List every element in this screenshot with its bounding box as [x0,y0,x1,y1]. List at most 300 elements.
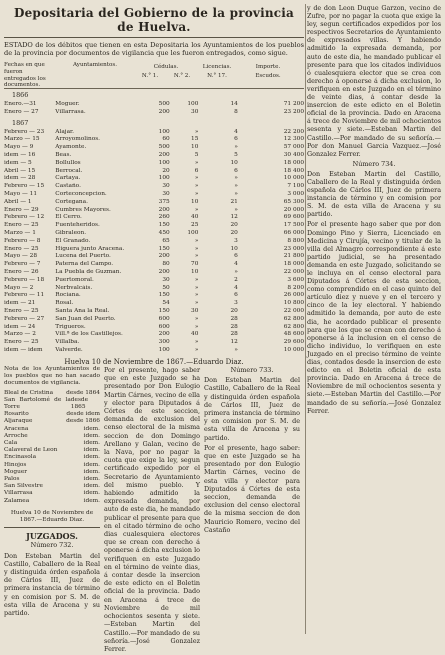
cell-n2: » [194,292,199,299]
cell-ayuntamiento: Cartaya. [55,175,81,182]
cell-n2: » [194,159,199,166]
cell-ayuntamiento: Arroyomolinos. [55,136,101,143]
cell-n1: 100 [158,159,170,166]
cell-date: Abril — 15 [4,167,36,174]
cell-ayuntamiento: Fuenteheridos. [55,222,100,229]
header-ayuntamientos: Ayuntamientos. [72,62,118,68]
note-item-name: San Silvestre [4,483,43,490]
cell-n2: » [194,284,199,291]
cell-n1: 600 [158,323,170,330]
table-row [4,238,304,246]
cell-n2: 5 [194,151,199,158]
cell-n1: 200 [158,151,170,158]
table-body-2 [4,129,304,355]
cell-n1: 200 [158,108,170,115]
cell-ayuntamiento: Ayamonte. [55,144,87,151]
table-row [4,277,304,285]
table-row [4,285,304,293]
cell-n1: 450 [158,229,170,236]
cell-importe: 21 800 [283,253,304,260]
right-text2: Don Esteban Martin del Castillo, Caballero de la Real y distinguida órden española de Cárlos III, Juez de primera instancia de término y en comision por S. M. de esta villa de Aracena y su partido. [307,169,441,219]
header-date: Fechas en que fueron entregados los documentos. [4,62,46,89]
cell-n17: » [234,175,238,182]
cell-n2: » [194,128,199,135]
table-signature: Huelva 10 de Noviembre de 1867.—Eduardo Diaz. [64,357,244,366]
cell-n1: 200 [158,268,170,275]
cell-n1: 30 [162,190,170,197]
cell-date: Mayo — 9 [4,144,34,151]
cell-n1: 150 [158,292,170,299]
list-item [4,397,100,411]
cell-date: Enero — 27 [4,108,39,115]
cell-importe: 71 200 [283,101,304,107]
cell-n1: 100 [158,175,170,182]
cell-n17: » [234,346,238,353]
cell-n2: » [194,245,199,252]
cell-ayuntamiento: Rociana. [55,292,81,299]
cell-importe: 10 800 [283,300,304,307]
juzgados-text3: Don Esteban Martin del Castillo, Caballero de la Real y distinguida órden española de Cárlos III, Juez de primera instancia de término y en comision por S. M. de esta villa de Aracena y su partido. [204,376,300,442]
note-item-name: Calaveral de Leon [4,447,58,454]
header-cedulas [134,60,198,88]
header-licencias-label: Licencias. [202,64,232,70]
cell-n2: » [194,346,199,353]
note-item-name: Hinojos [4,461,27,468]
cell-ayuntamiento: El Cerro. [55,214,82,221]
cell-n17: 12 [230,339,238,346]
cell-n1: 500 [158,101,170,107]
cell-importe: 62 800 [283,323,304,330]
cell-importe: 66 000 [283,229,304,236]
right-numero: Número 734. [352,159,396,168]
cell-importe: 10 000 [283,175,304,182]
cell-n17: 10 [230,245,238,252]
cell-ayuntamiento: Valverde. [55,346,83,353]
year-label-1: 1866 [12,91,29,99]
intro-text: ESTADO de los débitos que tienen en esta Depositaria los Ayuntamientos de los pueblos de la provincia por documentos de vigilancia que les fueron entregados, como sigue. [4,41,304,57]
cell-n2: 30 [191,108,199,115]
cell-n1: 50 [162,284,170,291]
cell-n17: 5 [234,151,238,158]
note-item-name: Aljaraque [4,418,33,425]
cell-n17: 2 [234,276,238,283]
cell-importe: 17 500 [283,222,304,229]
list-item [4,390,100,397]
note-item-detail: idem. [83,483,100,490]
cell-n1: 150 [158,245,170,252]
list-item [4,447,100,454]
note-item-detail: idem. [83,447,100,454]
cell-n17: 14 [230,101,238,107]
cell-n1: 200 [158,253,170,260]
note-item-detail: idem. [83,476,100,483]
header-n1: N.° 1. [141,72,159,79]
table-row [4,222,304,230]
note-item-name: Palos [4,476,20,483]
year-label-2: 1867 [12,118,29,127]
juzgados-heading: JUZGADOS. [26,531,78,542]
cell-ayuntamiento: Alajar. [55,128,75,135]
cell-ayuntamiento: Lucena del Puerto. [55,253,111,260]
cell-n1: 20 [162,167,170,174]
cell-n2: 15 [191,136,199,143]
cell-n2: » [194,253,199,260]
cell-n2: » [194,339,199,346]
table-row [4,101,304,109]
cell-date: Enero — 25 [4,307,39,314]
lower-columns [4,366,304,655]
cell-importe: 7 100 [287,183,304,190]
cell-date: idem — idem [4,346,43,353]
cell-ayuntamiento: Puertomoral. [55,276,94,283]
table-row [4,230,304,238]
list-item [4,476,100,483]
cell-n1: 80 [162,261,170,268]
list-item [4,426,100,433]
cell-n17: 12 [230,214,238,221]
cell-ayuntamiento: Nerbvalcáis. [55,284,93,291]
cell-n1: 200 [158,331,170,338]
cell-importe: 3 600 [287,276,304,283]
note-item-name: Arroche [4,432,28,439]
cell-date: Mayo — 11 [4,190,38,197]
cell-ayuntamiento: Cortegana. [55,198,88,205]
cell-n1: 150 [158,222,170,229]
cell-n1: 60 [162,136,170,143]
table-row [4,144,304,152]
note-item-name: San Bartolomé de la Torre [4,396,71,411]
cell-ayuntamiento: Cumbres Mayores. [55,206,111,213]
cell-n2: » [194,315,199,322]
cell-n2: » [194,206,199,213]
table-row [4,183,304,191]
table-row [4,292,304,300]
cell-n2: 10 [191,198,199,205]
cell-importe: 12 300 [283,136,304,143]
list-item [4,418,100,425]
cell-importe: 18 000 [283,261,304,268]
table-row [4,191,304,199]
note-item-detail: idem. [83,468,100,475]
cell-n2: » [194,323,199,330]
cell-n2: 30 [191,307,199,314]
note-item-name: Rosarito [4,411,29,418]
cell-n17: 28 [230,315,238,322]
cell-ayuntamiento: Berrocal. [55,167,83,174]
cell-date: Marzo — 1 [4,229,36,236]
column-rule [305,4,306,634]
cell-n1: 54 [162,300,170,307]
table-row [4,316,304,324]
cell-importe: 30 400 [283,151,304,158]
cell-importe: 10 000 [283,346,304,353]
cell-date: Febrero — 8 [4,237,41,244]
header-licencias [198,60,236,88]
cell-date: Febrero — 23 [4,128,45,135]
cell-n17: » [234,190,238,197]
note-item-detail: desde 1864 [66,389,100,396]
table-row [4,199,304,207]
cell-ayuntamiento: Gibraleon. [55,229,87,236]
cell-ayuntamiento: Paterna del Campo. [55,261,114,268]
juzgados-text2: Por el presente, hago saber que en este Juzgado se ha presentado por Don Eulogio Martin Cárnes, vecino de ella y elector para Diputados á Córtes de este seccion, demanda de exclusion del censo electoral de la misma seccion de don Domingo Arellano y Galan, vecino de la Nava, por no pagar la cuota que exige la ley, segun certificado expedido por el Secretario de Ayuntamiento del mismo pueblo. Y habiendo admitido la expresada demanda, por auto de este dia, he mandado publicar el presente para que en el citado término de ocho dias cualesquiera electores que se crean con derecho á oponerse á dicha exclusion lo verifiquen en este Juzgado en el término de veinte dias, á contar desde la insercion de este edicto en el Boletin oficial de la provincia. Dado en Aracena á trece de Noviembre de mil ochocientos sesenta y siete.—Esteban Martin del Castillo.—Por mandado de su señoría.—José Gonzalez Ferrer. [104,366,200,653]
note-item-detail: desde idem [66,411,100,418]
cell-n2: 100 [187,229,199,236]
cell-n2: » [194,276,199,283]
cell-n17: 6 [234,292,238,299]
note-item-detail: idem. [83,432,100,439]
cell-n17: 4 [234,261,238,268]
cell-ayuntamiento: El Granado. [55,237,91,244]
third-column [204,366,304,655]
cell-n17: 4 [234,128,238,135]
note-rule [4,527,100,528]
cell-importe: 22 200 [283,128,304,135]
cell-ayuntamiento: Corteconcepcion. [55,190,107,197]
cell-importe: 23 200 [283,108,304,115]
cell-ayuntamiento: Higuera junto Aracena. [55,245,125,252]
note-item-name: Moguer [4,468,28,475]
note-item-name: Villarrasa [4,490,33,497]
table-row [4,214,304,222]
cell-importe: 57 000 [283,144,304,151]
cell-n17: 28 [230,323,238,330]
note-item-name: Bleal de Cristina [4,389,54,396]
note-item-detail: idem. [83,461,100,468]
cell-importe: 8 200 [287,284,304,291]
cell-ayuntamiento: Beas. [55,151,72,158]
cell-n1: 100 [158,346,170,353]
cell-importe: 65 300 [283,198,304,205]
left-section [4,6,304,369]
table-row [4,152,304,160]
cell-n2: 40 [191,331,199,338]
table-row [4,246,304,254]
note-item-detail: idem. [83,454,100,461]
cell-n17: 4 [234,284,238,291]
cell-n2: 100 [187,101,199,107]
page-title: Depositaria del Gobierno de la provincia de Huelva. [13,6,295,34]
cell-importe: 18 400 [283,167,304,174]
cell-n17: 6 [234,136,238,143]
cell-n2: » [194,190,199,197]
cell-date: Marzo — 2 [4,331,36,338]
cell-n2: » [194,237,199,244]
juzgados-text1: Don Esteban Martin del Castillo, Caballero de la Real y distinguida órden española de Cárlos III, Juez de primera instancia de término y en comision por S. M. de esta villa de Aracena y su partido. [4,551,100,618]
note-list [4,390,100,505]
cell-date: Mayo — 2 [4,284,34,291]
cell-n17: 8 [234,108,238,115]
note-text: Nota de los Ayuntamientos de los pueblos que no han sacado documentos de vigilancia. [4,366,100,387]
cell-date: Febrero — 18 [4,276,45,283]
note-item-name: Encinasola [4,454,37,461]
cell-ayuntamiento: Rosal. [55,300,74,307]
note-item-detail: idem. [83,497,100,504]
table-row [4,129,304,137]
cell-n17: » [234,183,238,190]
note-item-name: Aracena [4,425,29,432]
cell-date: Enero — 29 [4,206,39,213]
table-row [4,347,304,355]
cell-date: idem — 16 [4,151,36,158]
cell-n2: » [194,300,199,307]
cell-ayuntamiento: Bollullos [55,159,81,166]
cell-importe: 69 600 [283,214,304,221]
cell-n2: 25 [191,222,199,229]
header-importe [236,60,300,88]
cell-ayuntamiento: La Puebla de Guzman. [55,268,122,275]
cell-importe: 48 600 [283,331,304,338]
table-row [4,261,304,269]
note-signature: Huelva 10 de Noviembre de 1867.—Eduardo Diaz. [10,509,94,524]
cell-n2: » [194,175,199,182]
cell-n1: 375 [158,198,170,205]
cell-date: Febrero — 15 [4,183,45,190]
list-item [4,462,100,469]
cell-date: idem — 5 [4,159,32,166]
cell-importe: 22 000 [283,307,304,314]
cell-n1: 600 [158,315,170,322]
cell-ayuntamiento: Vill.ª de los Castillejos. [55,331,123,338]
list-item [4,440,100,447]
cell-date: Enero — 25 [4,339,39,346]
table-row [4,168,304,176]
list-item [4,411,100,418]
list-item [4,483,100,490]
debts-table [4,60,304,367]
table-row [4,300,304,308]
cell-n2: 40 [191,214,199,221]
table-row [4,136,304,144]
cell-n17: 20 [230,229,238,236]
cell-n1: 150 [158,307,170,314]
cell-n17: » [234,206,238,213]
cell-date: Enero.—31 [4,101,37,107]
cell-importe: 23 000 [283,245,304,252]
cell-n17: » [234,268,238,275]
cell-importe: 3 000 [287,190,304,197]
cell-n17: 10 [230,159,238,166]
cell-importe: 26 000 [283,292,304,299]
cell-n2: 70 [191,261,199,268]
cell-date: Enero — 25 [4,222,39,229]
table-body-1 [4,101,304,117]
cell-n1: 100 [158,128,170,135]
cell-ayuntamiento: Villarrasa. [55,108,86,115]
table-row [4,207,304,215]
table-header [4,60,304,89]
right-text3: Por el presente hago saber que por don Domingo Pino y Sierra, Licenciado en Medicina y Cirujía, vecino y titular de la villa del Almagro correspondiente á este partido judicial, se ha presentado demanda en este Juzgado, solicitando se le incluya en el censo electoral para Diputados á Córtes de esta seccion, como comprendido en el caso quinto del artículo diez y nueve y en el tercero y cinco de la ley electoral. Y habiendo admitido la demanda, por auto de este dia, he acordado publicar el presente para que los que se crean con derecho á oponerse á la inclusion en el censo de dicho individuo, lo verifiquen en este Juzgado en el preciso término de veinte dias, contados desde la insercion de este edicto en el Boletin oficial de esta provincia. Dado en Aracena á trece de Noviembre de mil ochocientos sesenta y siete.—Esteban Martin del Castillo.—Por mandado de su señoría.—José Gonzalez Ferrer. [307,220,441,415]
cell-n2: 6 [194,167,199,174]
cell-n17: 6 [234,167,238,174]
note-column [4,366,104,655]
cell-n17: 6 [234,253,238,260]
cell-importe: 20 000 [283,206,304,213]
header-n2: N.° 2. [173,72,191,79]
title-rule [4,37,304,38]
cell-date: Enero — 25 [4,245,39,252]
table-row [4,160,304,168]
juzgados-text4: Por el presente, hago saber: que en este Juzgado se ha presentado por don Eulogio Martin Cárnes, vecino de esta villa y elector para Diputados á Córtes de esta seccion, demanda de exclusion del censo electoral de la misma seccion de don Mauricio Romero, vecino del Castaño [204,443,300,534]
cell-n2: 10 [191,144,199,151]
cell-ayuntamiento: Castaño. [55,183,81,190]
cell-ayuntamiento: Trigueros. [55,323,86,330]
cell-n17: » [234,144,238,151]
cell-importe: 29 600 [283,339,304,346]
cell-ayuntamiento: Moguer. [55,101,80,107]
note-item-detail: desde 1865 [70,396,89,411]
right-text1: y de don Leon Duque Garzon, vecino de Zufre, por no pagar la cuota que exige la ley, segun certificados expedidos por los respectivos Secretarios de Ayuntamiento de expresados villas. Y habiendo admitido la expresada demanda, por auto de este dia, he mandado publicar el presente para que los citados individuos ó cualesquiera elector que se crea con derecho á oponerse á dicha exclusion, lo verifiquen en este Juzgado en el término de veinte dias, á contar desde la insercion de este edicto en el Boletin oficial de la provincia. Dado en Aracena á trece de Noviembre de mil ochocientos sesenta y siete.—Esteban Martin del Castillo.—Por mandado de su señoría.—Por don Manuel Garcia Vazquez.—José Gonzalez Ferrer. [307,4,441,158]
cell-n17: 20 [230,222,238,229]
cell-n17: 28 [230,331,238,338]
table-row [4,175,304,183]
cell-date: idem — 21 [4,300,36,307]
list-item [4,433,100,440]
list-item [4,490,100,497]
table-row [4,109,304,117]
right-column [307,4,441,417]
note-item-detail: desde 1866 [66,418,100,425]
cell-n17: 3 [234,237,238,244]
cell-n2: » [194,183,199,190]
cell-importe: 18 000 [283,159,304,166]
table-row [4,308,304,316]
cell-n2: 10 [191,268,199,275]
header-importe-label: Importe. [255,64,281,70]
cell-n1: 260 [158,214,170,221]
cell-n1: 200 [158,206,170,213]
note-item-name: Cala [4,440,18,447]
list-item [4,498,100,505]
cell-importe: 22 000 [283,268,304,275]
table-row [4,253,304,261]
cell-ayuntamiento: San Juan del Puerto. [55,315,116,322]
list-item [4,454,100,461]
cell-ayuntamiento: Santa Ana la Real. [55,307,110,314]
cell-n1: 300 [158,339,170,346]
cell-date: Abril — 1 [4,198,32,205]
note-item-detail: idem. [83,425,100,432]
cell-n17: 20 [230,307,238,314]
table-row [4,331,304,339]
cell-n1: 500 [158,144,170,151]
header-escudos: Escudos. [255,72,281,79]
cell-importe: 8 800 [287,237,304,244]
cell-date: idem — 28 [4,175,36,182]
cell-date: idem — 24 [4,323,36,330]
cell-date: Marzo — 15 [4,136,40,143]
cell-n17: 21 [230,198,238,205]
cell-n1: 30 [162,276,170,283]
cell-date: Febrero — 11 [4,292,45,299]
table-row [4,324,304,332]
cell-importe: 62 800 [283,315,304,322]
cell-n17: 3 [234,300,238,307]
header-n17: N.° 17. [207,72,227,79]
juzgados-numero: Número 732. [30,541,74,550]
table-row [4,339,304,347]
cell-date: Febrero — 7 [4,261,41,268]
cell-date: Febrero — 12 [4,214,45,221]
cell-date: Mayo — 28 [4,253,38,260]
note-item-detail: idem. [83,490,100,497]
cell-date: Enero — 26 [4,268,39,275]
header-cedulas-label: Cédulas. [153,64,179,70]
cell-ayuntamiento: Villalba. [55,339,80,346]
cell-n1: 30 [162,183,170,190]
juzgados-numero2: Número 733. [230,366,274,374]
cell-n1: 65 [162,237,170,244]
